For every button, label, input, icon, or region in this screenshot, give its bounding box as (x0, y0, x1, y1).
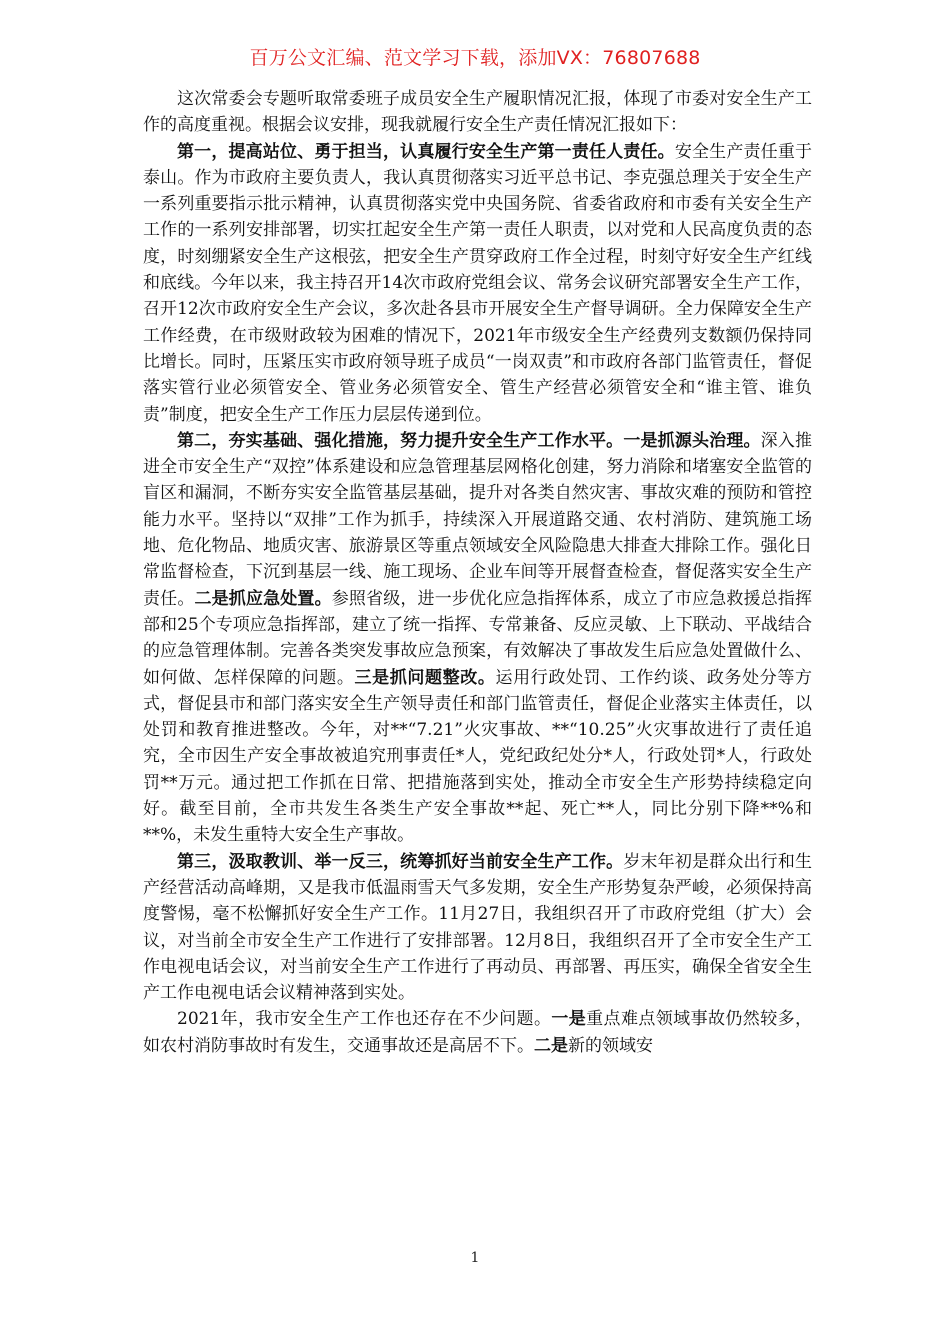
paragraph-intro (143, 86, 812, 139)
paragraph-second (143, 428, 812, 849)
second-subheading-3: 三是抓问题整改。 (354, 667, 496, 688)
problems-text-1: 2021年，我市安全生产工作也还存在不少问题。 (177, 1009, 552, 1030)
problems-label-2: 二是 (534, 1035, 568, 1056)
first-heading: 第一，提高站位、勇于担当，认真履行安全生产第一责任人责任。 (177, 141, 675, 162)
paragraph-problems (143, 1006, 812, 1059)
second-text-1: 深入推进全市安全生产“双控”体系建设和应急管理基层网格化创建，努力消除和堵塞安全监管的盲区和漏洞，不断夯实安全监管基层基础，提升对各类自然灾害、事故灾难的预防和管控能力水平。坚持以“双排”工作为抓手，持续深入开展道路交通、农村消防、建筑施工场地、危化物品、地质灾害、旅游景区等重点领域安全风险隐患大排查大排除工作。强化日常监督检查，下沉到基层一线、施工现场、企业车间等开展督查检查，督促落实安全生产责任。 (143, 430, 813, 609)
second-subheading-2: 二是抓应急处置。 (194, 588, 332, 609)
page-header-watermark: 百万公文汇编、范文学习下载，添加VX：76807688 (249, 47, 701, 69)
problems-text-3: 新的领域安 (568, 1035, 653, 1056)
second-heading: 第二，夯实基础、强化措施，努力提升安全生产工作水平。一是抓源头治理。 (177, 430, 761, 451)
third-heading: 第三，汲取教训、举一反三，统筹抓好当前安全生产工作。 (177, 851, 624, 872)
first-text: 安全生产责任重于泰山。作为市政府主要负责人，我认真贯彻落实习近平总书记、李克强总理关于安全生产一系列重要指示批示精神，认真贯彻落实党中央国务院、省委省政府和市委有关安全生产工作的一系列安排部署，切实扛起安全生产第一责任人职责，以对党和人民高度负责的态度，时刻绷紧安全生产这根弦，把安全生产贯穿政府工作全过程，时刻守好安全生产红线和底线。今年以来，我主持召开14次市政府党组会议、常务会议研究部署安全生产工作，召开12次市政府安全生产会议，多次赴各县市开展安全生产督导调研。全力保障安全生产工作经费，在市级财政较为困难的情况下，2021年市级安全生产经费列支数额仍保持同比增长。同时，压紧压实市政府领导班子成员“一岗双责”和市政府各部门监管责任，督促落实管行业必须管安全、管业务必须管安全、管生产经营必须管安全和“谁主管、谁负责”制度，把安全生产工作压力层层传递到位。 (143, 141, 813, 425)
paragraph-first (143, 139, 812, 428)
document-body (143, 86, 812, 1059)
second-text-2: 参照省级，进一步优化应急指挥体系，成立了市应急救援总指挥部和25个专项应急指挥部，建立了统一指挥、专常兼备、反应灵敏、上下联动、平战结合的应急管理体制。完善各类突发事故应急预案，有效解决了事故发生后应急处置做什么、如何做、怎样保障的问题。 (143, 588, 813, 688)
problems-label-1: 一是 (551, 1009, 587, 1030)
third-text: 岁末年初是群众出行和生产经营活动高峰期，又是我市低温雨雪天气多发期，安全生产形势复杂严峻，必须保持高度警惕，毫不松懈抓好安全生产工作。11月27日，我组织召开了市政府党组（扩大）会议，对当前全市安全生产工作进行了安排部署。12月8日，我组织召开了全市安全生产工作电视电话会议，对当前安全生产工作进行了再动员、再部署、再压实，确保全省安全生产工作电视电话会议精神落到实处。 (143, 851, 813, 1004)
intro-text: 这次常委会专题听取常委班子成员安全生产履职情况汇报，体现了市委对安全生产工作的高度重视。根据会议安排，现我就履行安全生产责任情况汇报如下： (143, 89, 812, 136)
problems-text-2: 重点难点领域事故仍然较多，如农村消防事故时有发生，交通事故还是高居不下。 (143, 1009, 813, 1056)
page-number: 1 (470, 1250, 480, 1266)
second-text-3: 运用行政处罚、工作约谈、政务处分等方式，督促县市和部门落实安全生产领导责任和部门监管责任，督促企业落实主体责任，以处罚和教育推进整改。今年，对**“7.21”火灾事故、**“10.25”火灾事故进行了责任追究，全市因生产安全事故被追究刑事责任*人，党纪政纪处分*人，行政处罚*人，行政处罚**万元。通过把工作抓在日常、把措施落到实处，推动全市安全生产形势持续稳定向好。截至目前，全市共发生各类生产安全事故**起、死亡**人，同比分别下降**%和**%，未发生重特大安全生产事故。 (143, 667, 813, 846)
paragraph-third (143, 849, 812, 1007)
